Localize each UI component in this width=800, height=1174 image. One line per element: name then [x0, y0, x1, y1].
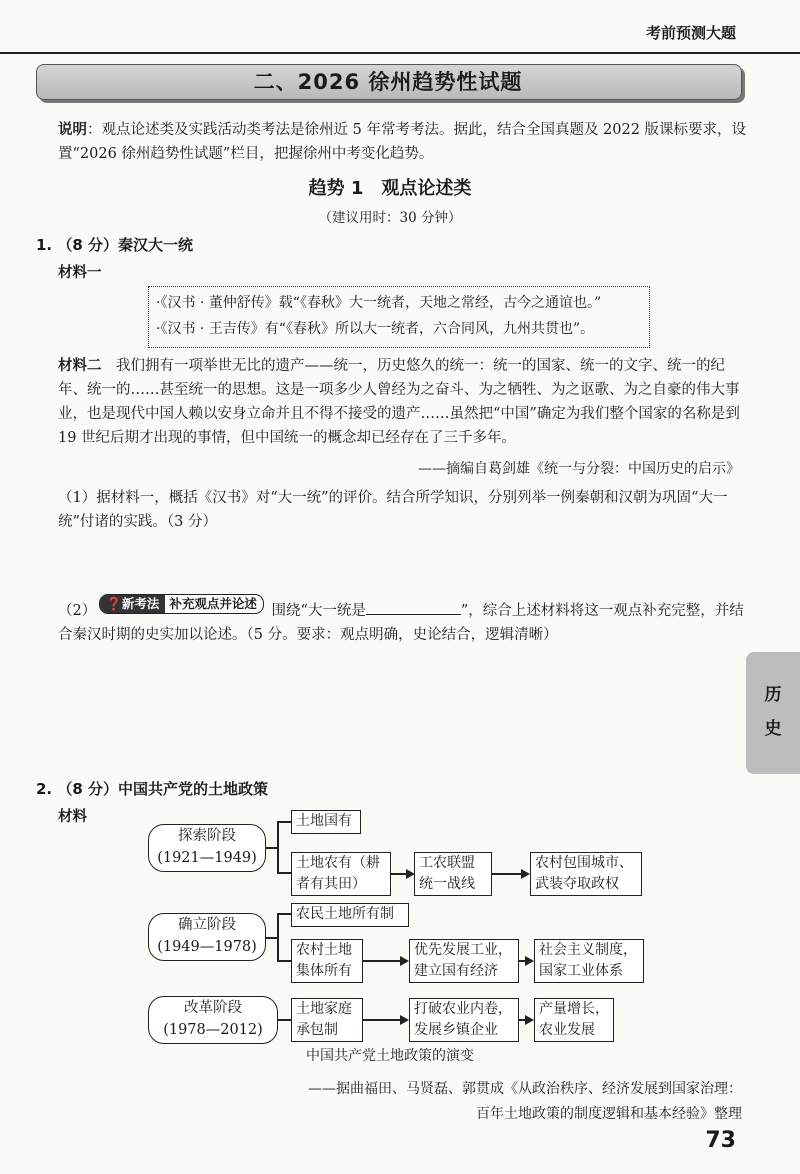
arrow-head — [400, 956, 409, 966]
material-2-label: 材料二 — [58, 358, 102, 374]
arrow-line — [492, 873, 523, 875]
connector — [277, 960, 291, 962]
section-title: 二、2026 徐州趋势性试题 — [253, 70, 523, 94]
part-2-text-a: 围绕“大一统是 — [266, 603, 366, 619]
subject-tab-char: 史 — [764, 719, 782, 739]
material-source-line-1: ——据曲福田、马贤磊、郭贯成《从政治秩序、经济发展到国家治理： — [308, 1081, 742, 1097]
box-land-to-tiller: 土地农有（耕 者有其田） — [291, 852, 391, 896]
arrow-head — [525, 1015, 534, 1025]
note-label: 说明 — [58, 122, 87, 138]
trend-title: 趋势 1 观点论述类 — [308, 178, 472, 199]
material-1-label: 材料一 — [58, 265, 102, 281]
arrow-head — [521, 869, 530, 879]
material-1-line: ·《汉书 · 董仲舒传》载“《春秋》大一统者，天地之常经，古今之通谊也。” — [156, 295, 602, 311]
stage-exploration: 探索阶段 (1921—1949) — [148, 824, 266, 872]
new-method-tag: ❓新考法 — [100, 595, 165, 613]
box-household-contract: 土地家庭 承包制 — [291, 998, 363, 1042]
question-1-heading: 1. （8 分）秦汉大一统 — [36, 236, 194, 254]
stage-reform: 改革阶段 (1978—2012) — [148, 996, 278, 1044]
arrow-head — [525, 956, 534, 966]
section-label: 考前预测大题 — [645, 24, 736, 42]
part-2-text-b: ”，综合上述材料将这一观点补充完整，并结合秦汉时期的史实加以论述。（5 分。要求：观点明确，史论结合，逻辑清晰） — [58, 603, 744, 643]
material-2-source: ——摘编自葛剑雄《统一与分裂：中国历史的启示》 — [418, 461, 740, 477]
connector — [277, 913, 279, 961]
arrow-head — [400, 1015, 409, 1025]
connector — [277, 821, 291, 823]
box-prioritize-industry: 优先发展工业， 建立国有经济 — [409, 939, 519, 983]
connector — [278, 1019, 291, 1021]
box-output-growth: 产量增长， 农业发展 — [534, 998, 614, 1042]
connector — [277, 821, 279, 873]
material-1-line: ·《汉书 · 王吉传》有“《春秋》所以大一统者，六合同风，九州共贯也”。 — [156, 321, 595, 337]
arrow-line — [363, 960, 402, 962]
material-source-line-2: 百年土地政策的制度逻辑和基本经验》整理 — [476, 1106, 742, 1122]
box-rural-encircle-cities: 农村包围城市、 武装夺取政权 — [530, 852, 642, 896]
connector — [277, 913, 291, 915]
material-2-text: 我们拥有一项举世无比的遗产——统一，历史悠久的统一：统一的国家、统一的文字、统一的纪年、统一的……甚至统一的思想。这是一项多少人曾经为之奋斗、为之牺牲、为之讴歌、为之自豪的伟大事业，也是现代中国人赖以安身立命并且不得不接受的遗产……虽然把“中国”确定为我们整个国家的名称是到 19 世纪后期才出现的事情，但中国统一的概念却已经存在了三千多年。 — [58, 358, 740, 446]
question-2-heading: 2. （8 分）中国共产党的土地政策 — [36, 780, 269, 798]
note-text: ：观点论述类及实践活动类考法是徐州近 5 年常考考法。据此，结合全国真题及 2022 版课标要求，设置“2026 徐州趋势性试题”栏目，把握徐州中考变化趋势。 — [58, 122, 747, 162]
box-worker-peasant-alliance: 工农联盟 统一战线 — [414, 852, 492, 896]
box-peasant-land-ownership: 农民土地所有制 — [291, 903, 409, 927]
subject-tab-char: 历 — [764, 685, 782, 705]
part-2-prefix: （2） — [58, 603, 97, 619]
material-label: 材料 — [58, 809, 87, 825]
box-socialist-system: 社会主义制度， 国家工业体系 — [534, 939, 644, 983]
arrow-line — [363, 1019, 402, 1021]
box-land-state-owned: 土地国有 — [291, 810, 361, 834]
diagram-caption: 中国共产党土地政策的演变 — [306, 1048, 474, 1064]
box-township-enterprises: 打破农业内卷， 发展乡镇企业 — [409, 998, 519, 1042]
box-collective-land: 农村土地 集体所有 — [291, 939, 363, 983]
stage-establishment: 确立阶段 (1949—1978) — [148, 913, 266, 961]
suggested-time: （建议用时：30 分钟） — [318, 210, 462, 226]
page-number: 73 — [705, 1128, 736, 1153]
connector — [277, 872, 291, 874]
question-1-part-1: （1）据材料一，概括《汉书》对“大一统”的评价。结合所学知识，分别列举一例秦朝和汉朝为巩固“大一统”付诸的实践。（3 分） — [58, 490, 728, 530]
badge-task: 补充观点并论述 — [169, 596, 257, 611]
